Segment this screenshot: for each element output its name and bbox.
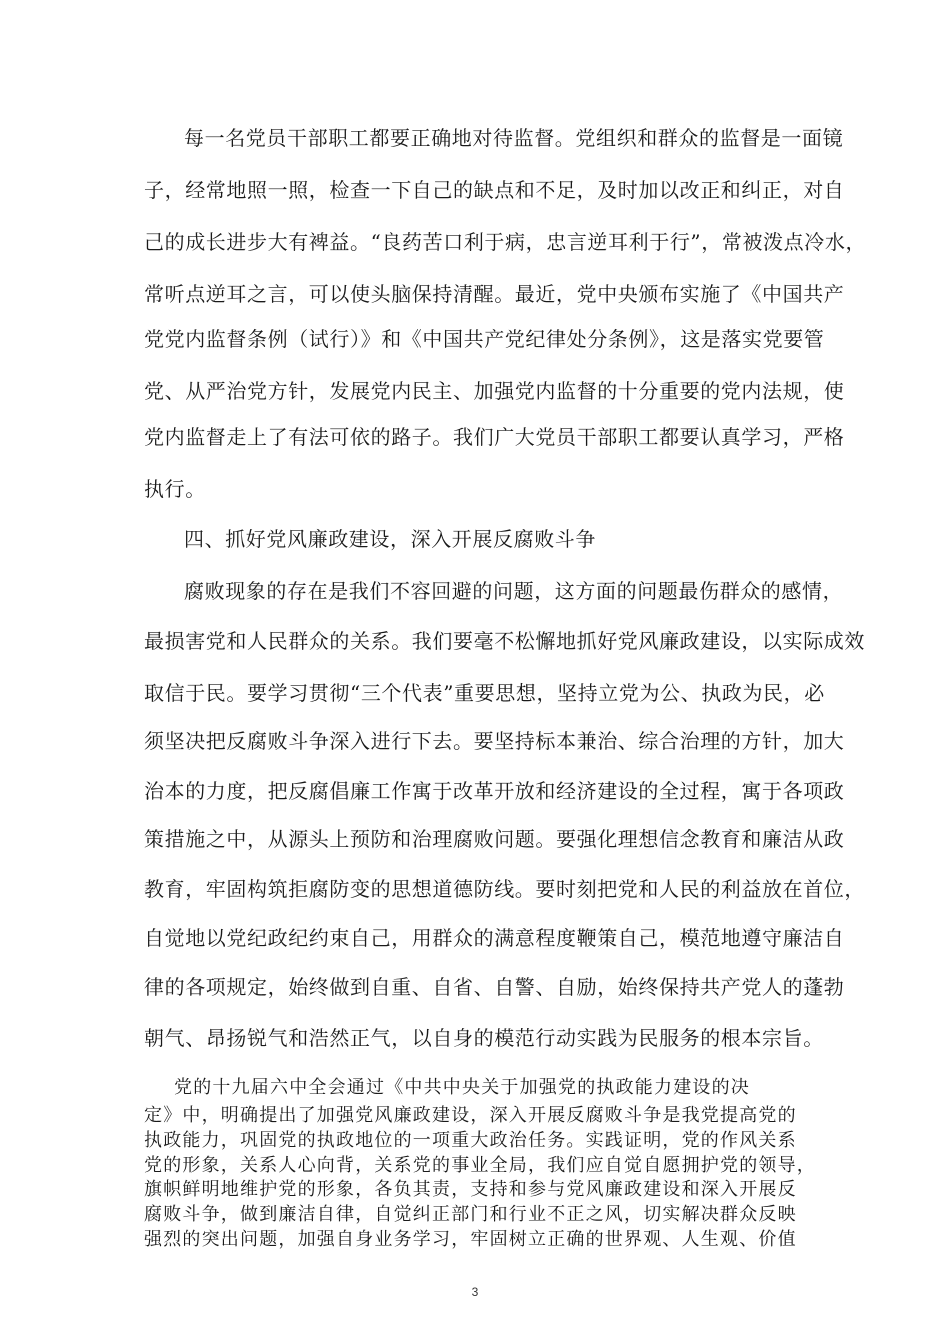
- paragraph-2-line-1: 腐败现象的存在是我们不容回避的问题，这方面的问题最伤群众的感情，: [184, 579, 844, 603]
- section-heading: 四、抓好党风廉政建设，深入开展反腐败斗争: [184, 527, 596, 551]
- paragraph-1-line-6: 党、从严治党方针，发展党内民主、加强党内监督的十分重要的党内法规，使: [144, 379, 845, 403]
- paragraph-2-line-10: 朝气、昂扬锐气和浩然正气，以自身的模范行动实践为民服务的根本宗旨。: [144, 1026, 824, 1050]
- paragraph-1-line-5: 党党内监督条例（试行）》和《中国共产党纪律处分条例》，这是落实党要管: [144, 327, 825, 351]
- paragraph-2-line-7: 教育，牢固构筑拒腐防变的思想道德防线。要时刻把党和人民的利益放在首位，: [144, 877, 865, 901]
- paragraph-3-line-1: 党的十九届六中全会通过《中共中央关于加强党的执政能力建设的决: [174, 1077, 750, 1098]
- paragraph-1-line-2: 子，经常地照一照，检查一下自己的缺点和不足，及时加以改正和纠正，对自: [144, 178, 845, 202]
- paragraph-1-line-4: 常听点逆耳之言，可以使头脑保持清醒。最近，党中央颁布实施了《中国共产: [144, 282, 845, 306]
- paragraph-3-line-4: 党的形象，关系人心向背，关系党的事业全局，我们应自觉自愿拥护党的领导，: [144, 1155, 816, 1176]
- paragraph-2-line-9: 律的各项规定，始终做到自重、自省、自警、自励，始终保持共产党人的蓬勃: [144, 975, 845, 999]
- paragraph-1-line-8: 执行。: [144, 477, 206, 501]
- paragraph-2-line-8: 自觉地以党纪政纪约束自己，用群众的满意程度鞭策自己，模范地遵守廉洁自: [144, 926, 845, 950]
- paragraph-1-line-7: 党内监督走上了有法可依的路子。我们广大党员干部职工都要认真学习，严格: [144, 425, 845, 449]
- paragraph-2-line-2: 最损害党和人民群众的关系。我们要毫不松懈地抓好党风廉政建设，以实际成效: [144, 629, 865, 653]
- paragraph-3-line-6: 腐败斗争，做到廉洁自律，自觉纠正部门和行业不正之风，切实解决群众反映: [144, 1204, 797, 1225]
- paragraph-2-line-4: 须坚决把反腐败斗争深入进行下去。要坚持标本兼治、综合治理的方针，加大: [144, 729, 845, 753]
- paragraph-3-line-2: 定》中，明确提出了加强党风廉政建设，深入开展反腐败斗争是我党提高党的: [144, 1105, 797, 1126]
- paragraph-2-line-6: 策措施之中，从源头上预防和治理腐败问题。要强化理想信念教育和廉洁从政: [144, 827, 845, 851]
- paragraph-2-line-5: 治本的力度，把反腐倡廉工作寓于改革开放和经济建设的全过程，寓于各项政: [144, 779, 845, 803]
- paragraph-3-line-3: 执政能力，巩固党的执政地位的一项重大政治任务。实践证明，党的作风关系: [144, 1130, 797, 1151]
- paragraph-1-line-1: 每一名党员干部职工都要正确地对待监督。党组织和群众的监督是一面镜: [184, 126, 844, 150]
- paragraph-2-line-3: 取信于民。要学习贯彻“三个代表”重要思想，坚持立党为公、执政为民，必: [144, 681, 825, 705]
- paragraph-3-line-7: 强烈的突出问题，加强自身业务学习，牢固树立正确的世界观、人生观、价值: [144, 1229, 797, 1250]
- page-number: 3: [471, 1285, 479, 1299]
- paragraph-3-line-5: 旗帜鲜明地维护党的形象，各负其责，支持和参与党风廉政建设和深入开展反: [144, 1179, 797, 1200]
- paragraph-1-line-3: 己的成长进步大有裨益。“良药苦口利于病，忠言逆耳利于行”，常被泼点冷水，: [144, 230, 867, 254]
